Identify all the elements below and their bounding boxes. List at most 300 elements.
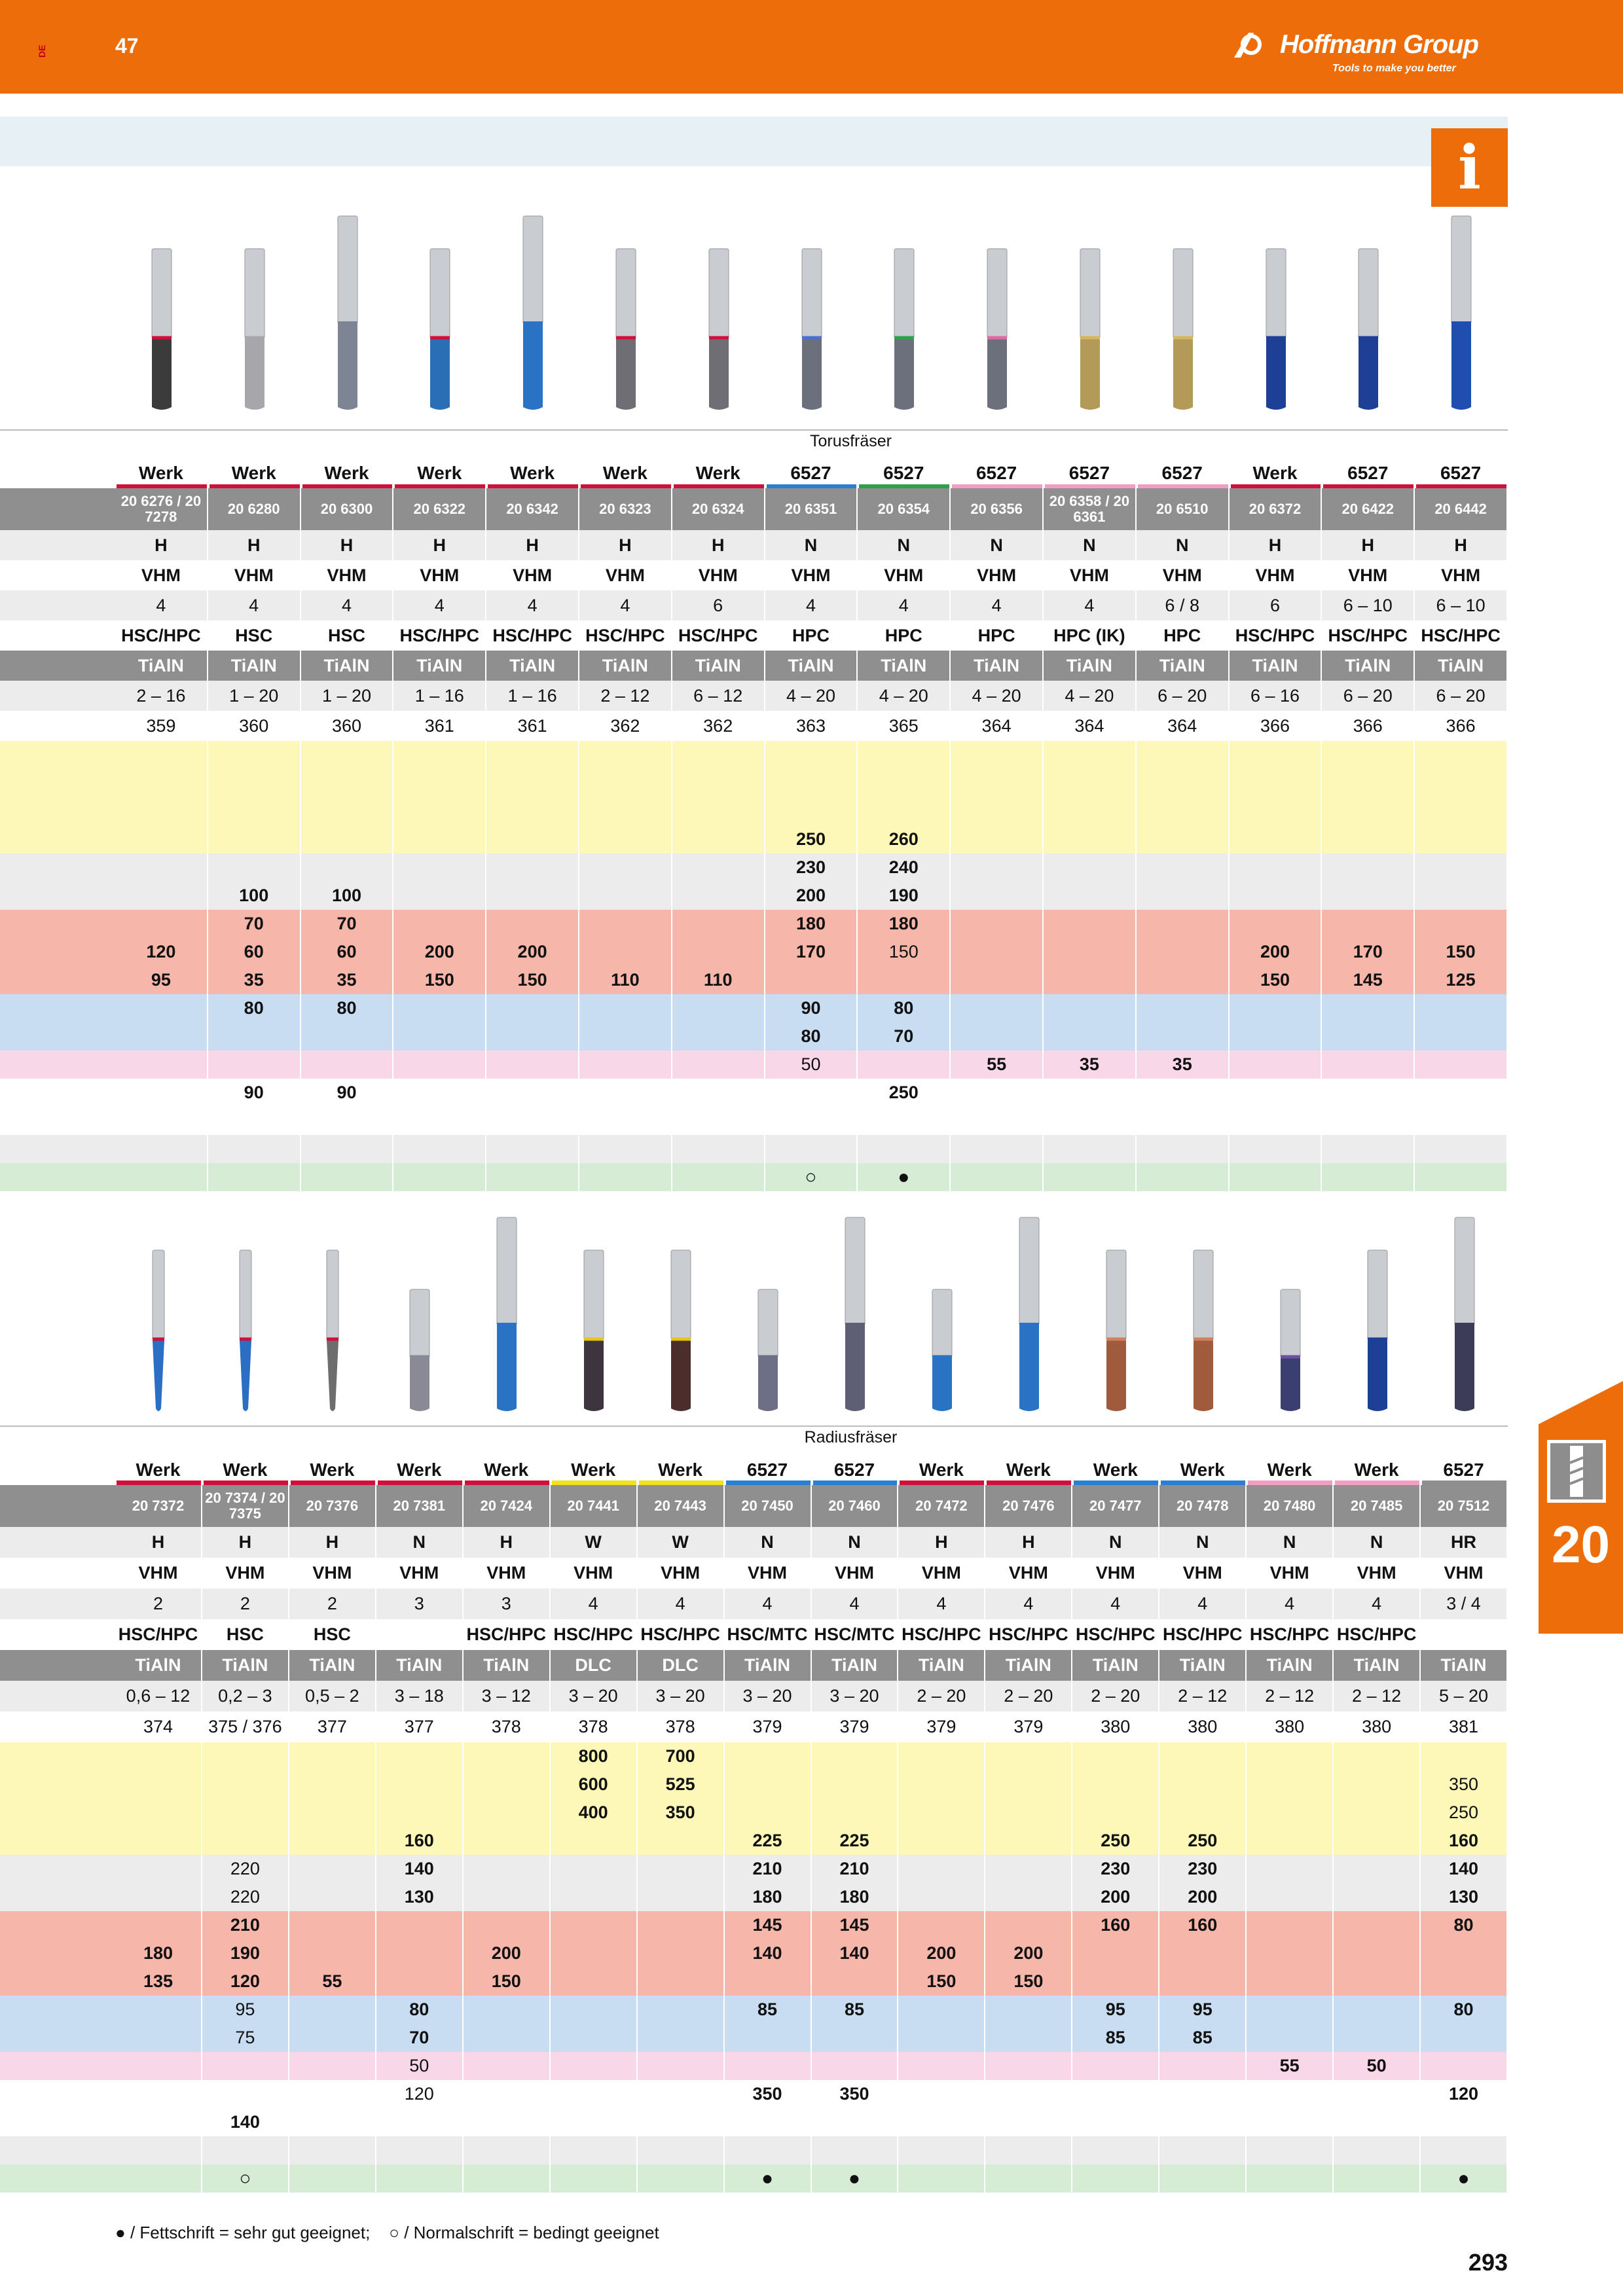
value-cell: 200 [1159, 1883, 1247, 1911]
value-cell: 150 [1415, 938, 1508, 966]
value-cell [115, 1799, 202, 1827]
spec-cell: TiAlN [579, 651, 672, 681]
value-cell [672, 1050, 765, 1079]
value-cell: 80 [765, 1022, 858, 1050]
article-number-link[interactable]: 20 7441 [551, 1485, 638, 1527]
value-cell [1137, 910, 1230, 938]
cutting-value-row [0, 1799, 1508, 1827]
value-cell [1415, 825, 1508, 853]
article-number-link[interactable]: 20 7381 [376, 1485, 464, 1527]
article-number-link[interactable]: 20 6276 / 20 7278 [115, 488, 208, 530]
spec-cell: 1 – 20 [301, 681, 394, 711]
value-cell [898, 2024, 985, 2052]
value-cell [1230, 1050, 1322, 1079]
value-cell: 95 [115, 966, 208, 994]
value-cell [1159, 2136, 1247, 2164]
value-cell [672, 1079, 765, 1107]
value-cell [1137, 1135, 1230, 1163]
value-cell [1247, 1770, 1334, 1799]
value-cell [672, 910, 765, 938]
value-cell [951, 1079, 1044, 1107]
value-cell [393, 769, 486, 797]
spec-cell: H [115, 530, 208, 560]
value-cell [1334, 1996, 1421, 2024]
spec-cell: TiAlN [672, 651, 765, 681]
value-cell [672, 853, 765, 882]
tool-image-207441 [574, 1250, 613, 1414]
value-cell [1044, 994, 1137, 1022]
spec-cell: 4 [858, 590, 951, 620]
value-cell [1247, 2024, 1334, 2052]
spec-cell: HSC/HPC [579, 620, 672, 651]
value-cell [638, 1939, 725, 1967]
value-cell [1230, 1022, 1322, 1050]
spec-cell: H [672, 530, 765, 560]
brand-label: Werk [486, 458, 579, 488]
value-cell [1159, 1799, 1247, 1827]
value-cell [1137, 882, 1230, 910]
value-cell: 95 [1072, 1996, 1159, 2024]
article-number-link[interactable]: 20 6354 [858, 488, 951, 530]
value-cell: 90 [208, 1079, 301, 1107]
value-cell [579, 1135, 672, 1163]
cutting-value-row [0, 938, 1508, 966]
spec-cell: HPC [858, 620, 951, 651]
value-cell [1334, 2164, 1421, 2193]
value-cell: 80 [1421, 1911, 1508, 1939]
value-cell [1044, 797, 1137, 825]
tool-image-207372 [139, 1250, 178, 1414]
article-number-link[interactable]: 20 6280 [208, 488, 301, 530]
value-cell [898, 1827, 985, 1855]
value-cell [464, 1855, 551, 1883]
value-cell [115, 1135, 208, 1163]
article-number-link[interactable]: 20 7485 [1334, 1485, 1421, 1527]
spec-cell: 2 – 12 [1334, 1681, 1421, 1712]
value-cell [486, 741, 579, 769]
article-number-link[interactable]: 20 6356 [951, 488, 1044, 530]
tool-image-207480 [1271, 1289, 1310, 1414]
spec-cell: TiAlN [115, 1650, 202, 1681]
value-cell [208, 825, 301, 853]
value-cell [1159, 2080, 1247, 2108]
value-cell [301, 1107, 394, 1135]
tool-image-207477 [1097, 1250, 1136, 1414]
value-cell [1044, 1022, 1137, 1050]
value-cell [301, 1022, 394, 1050]
spec-cell: VHM [115, 1558, 202, 1588]
spec-cell: 4 [115, 590, 208, 620]
value-cell: 220 [202, 1883, 289, 1911]
spec-cell: H [202, 1527, 289, 1558]
value-cell [486, 1022, 579, 1050]
cutting-value-row [0, 825, 1508, 853]
value-cell [579, 1079, 672, 1107]
value-cell [1137, 853, 1230, 882]
value-cell [1159, 1939, 1247, 1967]
value-cell [464, 1827, 551, 1855]
cutting-value-row [0, 2164, 1508, 2193]
article-number-link[interactable]: 20 7478 [1159, 1485, 1247, 1527]
value-cell [393, 1163, 486, 1191]
value-cell: 250 [1159, 1827, 1247, 1855]
value-cell [951, 1163, 1044, 1191]
cutting-value-row [0, 1742, 1508, 1770]
cutting-value-row [0, 1883, 1508, 1911]
value-cell [985, 2108, 1072, 2136]
page-number: 293 [1468, 2249, 1508, 2276]
value-cell [1137, 938, 1230, 966]
value-cell [393, 910, 486, 938]
value-cell [1322, 825, 1415, 853]
value-cell [1072, 2080, 1159, 2108]
value-cell [1247, 1939, 1334, 1967]
value-cell [115, 1050, 208, 1079]
value-cell [1230, 1107, 1322, 1135]
spec-cell: 4 [1159, 1588, 1247, 1619]
value-cell [951, 882, 1044, 910]
article-number-link[interactable]: 20 6322 [393, 488, 486, 530]
article-number-link[interactable]: 20 6358 / 20 6361 [1044, 488, 1137, 530]
spec-cell: VHM [376, 1558, 464, 1588]
value-cell [1334, 2024, 1421, 2052]
value-cell [1137, 1022, 1230, 1050]
spec-cell: VHM [393, 560, 486, 590]
value-cell [289, 1911, 376, 1939]
article-number-link[interactable]: 20 6372 [1230, 488, 1322, 530]
value-cell [951, 966, 1044, 994]
cutting-value-row [0, 1911, 1508, 1939]
value-cell [579, 1022, 672, 1050]
value-cell [765, 966, 858, 994]
value-cell [376, 1770, 464, 1799]
value-cell [551, 2080, 638, 2108]
value-cell [1072, 1799, 1159, 1827]
value-cell [486, 1107, 579, 1135]
value-cell: 80 [858, 994, 951, 1022]
cutting-value-row [0, 1939, 1508, 1967]
value-cell: 240 [858, 853, 951, 882]
spec-cell: 4 [951, 590, 1044, 620]
spec-cell: N [765, 530, 858, 560]
spec-cell: 2 – 12 [1247, 1681, 1334, 1712]
value-cell [1334, 1911, 1421, 1939]
value-cell [393, 1022, 486, 1050]
article-number-link[interactable]: 20 6442 [1415, 488, 1508, 530]
info-badge[interactable]: i [1431, 128, 1508, 207]
spec-cell: N [858, 530, 951, 560]
tool-image-206351 [792, 249, 831, 412]
value-cell [551, 1827, 638, 1855]
spec-cell: HR [1421, 1527, 1508, 1558]
tool-image-207478 [1184, 1250, 1223, 1414]
value-cell [464, 1770, 551, 1799]
value-cell [208, 1107, 301, 1135]
spec-cell: TiAlN [898, 1650, 985, 1681]
value-cell: 210 [725, 1855, 812, 1883]
value-cell [638, 1911, 725, 1939]
tool-image-206323 [606, 249, 646, 412]
value-cell [858, 797, 951, 825]
value-cell [289, 2052, 376, 2080]
cutting-value-row [0, 2080, 1508, 2108]
value-cell [115, 1996, 202, 2024]
spec-cell: 2 – 20 [985, 1681, 1072, 1712]
spec-cell: VHM [115, 560, 208, 590]
value-cell [1421, 1967, 1508, 1996]
spec-cell: 4 [208, 590, 301, 620]
article-number-link[interactable]: 20 6351 [765, 488, 858, 530]
value-cell [486, 1050, 579, 1079]
value-cell [1247, 1855, 1334, 1883]
value-cell [951, 1022, 1044, 1050]
spec-cell: VHM [1159, 1558, 1247, 1588]
value-cell [1072, 1939, 1159, 1967]
spec-cell: 4 [301, 590, 394, 620]
spec-cell: H [464, 1527, 551, 1558]
value-cell: 700 [638, 1742, 725, 1770]
value-cell [725, 2136, 812, 2164]
value-cell: 50 [1334, 2052, 1421, 2080]
spec-cell: 4 [486, 590, 579, 620]
spec-cell: TiAlN [858, 651, 951, 681]
tool-image-207485 [1358, 1250, 1397, 1414]
value-cell [579, 1107, 672, 1135]
value-cell: 80 [376, 1996, 464, 2024]
spec-cell: VHM [551, 1558, 638, 1588]
article-number-link[interactable]: 20 6324 [672, 488, 765, 530]
value-cell [115, 1022, 208, 1050]
value-cell: 95 [202, 1996, 289, 2024]
value-cell [115, 1827, 202, 1855]
article-number-link[interactable]: 20 6300 [301, 488, 394, 530]
cutting-value-row [0, 1967, 1508, 1996]
value-cell [1230, 882, 1322, 910]
value-cell [301, 741, 394, 769]
suitability-marker-icon: ● [858, 1163, 951, 1191]
tool-image-207443 [661, 1250, 701, 1414]
value-cell: 170 [765, 938, 858, 966]
value-cell [672, 741, 765, 769]
value-cell [1322, 1107, 1415, 1135]
article-number-link[interactable]: 20 7450 [725, 1485, 812, 1527]
value-cell [208, 853, 301, 882]
article-number-link[interactable]: 20 7424 [464, 1485, 551, 1527]
value-cell: 35 [208, 966, 301, 994]
article-number-link[interactable]: 20 7480 [1247, 1485, 1334, 1527]
value-cell [115, 2024, 202, 2052]
value-cell [898, 2108, 985, 2136]
value-cell [672, 938, 765, 966]
article-number-link[interactable]: 20 6510 [1137, 488, 1230, 530]
value-cell [376, 2136, 464, 2164]
article-number-link[interactable]: 20 6342 [486, 488, 579, 530]
value-cell [1322, 994, 1415, 1022]
value-cell: 160 [1421, 1827, 1508, 1855]
value-cell [1230, 994, 1322, 1022]
value-cell [208, 1050, 301, 1079]
value-cell [1415, 797, 1508, 825]
article-number-link[interactable]: 20 7460 [812, 1485, 899, 1527]
value-cell [985, 2164, 1072, 2193]
article-number-link[interactable]: 20 7376 [289, 1485, 376, 1527]
value-cell: 190 [202, 1939, 289, 1967]
value-cell [1421, 2024, 1508, 2052]
value-cell: 210 [202, 1911, 289, 1939]
tool-image-207450 [748, 1289, 788, 1414]
value-cell [486, 1079, 579, 1107]
article-number-link[interactable]: 20 7476 [985, 1485, 1072, 1527]
value-cell [985, 2080, 1072, 2108]
spec-cell: HSC/HPC [1322, 620, 1415, 651]
chapter-number: 20 [1552, 1515, 1610, 1573]
value-cell [551, 1939, 638, 1967]
legend [115, 2223, 659, 2243]
tool-image-207381 [400, 1289, 439, 1414]
spec-cell: 3 [376, 1588, 464, 1619]
spec-cell: 3 – 20 [812, 1681, 899, 1712]
value-cell [464, 1799, 551, 1827]
spec-row [0, 1558, 1508, 1588]
value-cell [765, 1079, 858, 1107]
value-cell [551, 1855, 638, 1883]
value-cell [115, 1107, 208, 1135]
spec-row [0, 560, 1508, 590]
value-cell [638, 2080, 725, 2108]
value-cell [579, 1163, 672, 1191]
brand-label: 6527 [1322, 458, 1415, 488]
spec-cell: VHM [289, 1558, 376, 1588]
value-cell [1072, 1967, 1159, 1996]
spec-cell: VHM [1072, 1558, 1159, 1588]
bold-marker-icon: ● [115, 2223, 126, 2242]
page-top-number: 47 [115, 34, 139, 58]
value-cell [393, 882, 486, 910]
value-cell [393, 825, 486, 853]
value-cell [1322, 741, 1415, 769]
article-number-link[interactable]: 20 7477 [1072, 1485, 1159, 1527]
suitability-marker-icon: ○ [202, 2164, 289, 2193]
spec-row [0, 651, 1508, 681]
article-number-link[interactable]: 20 7374 / 20 7375 [202, 1485, 289, 1527]
value-cell: 35 [1044, 1050, 1137, 1079]
suitability-marker-icon: ● [1421, 2164, 1508, 2193]
value-cell [1322, 853, 1415, 882]
suitability-marker-icon: ○ [765, 1163, 858, 1191]
value-cell: 250 [1072, 1827, 1159, 1855]
spec-cell: TiAlN [1334, 1650, 1421, 1681]
value-cell: 85 [1072, 2024, 1159, 2052]
value-cell [985, 1996, 1072, 2024]
spec-cell: VHM [486, 560, 579, 590]
spec-cell: 4 [1334, 1588, 1421, 1619]
value-cell: 140 [202, 2108, 289, 2136]
spec-cell: H [486, 530, 579, 560]
value-cell [551, 1883, 638, 1911]
value-cell [1421, 1939, 1508, 1967]
value-cell [486, 1135, 579, 1163]
spec-cell: 4 [579, 590, 672, 620]
value-cell [486, 994, 579, 1022]
value-cell [115, 1163, 208, 1191]
spec-cell: 3 / 4 [1421, 1588, 1508, 1619]
spec-cell: 3 – 18 [376, 1681, 464, 1712]
brand-label: Werk [208, 458, 301, 488]
chapter-tab[interactable] [1539, 1381, 1623, 1634]
spec-cell: HSC/HPC [1072, 1619, 1159, 1650]
spec-cell: 4 [1044, 590, 1137, 620]
value-cell [301, 1050, 394, 1079]
tool-image-206322 [420, 249, 460, 412]
spec-cell: HSC [202, 1619, 289, 1650]
value-cell [985, 1855, 1072, 1883]
value-cell [579, 1050, 672, 1079]
value-cell [1137, 1079, 1230, 1107]
spec-cell: VHM [1137, 560, 1230, 590]
spec-cell: 363 [765, 711, 858, 741]
article-number-link[interactable]: 20 7443 [638, 1485, 725, 1527]
brand-label: 6527 [858, 458, 951, 488]
value-cell [812, 1799, 899, 1827]
spec-cell: 6 [672, 590, 765, 620]
value-cell [579, 882, 672, 910]
spec-cell: HSC/HPC [1159, 1619, 1247, 1650]
article-number-link[interactable]: 20 7372 [115, 1485, 202, 1527]
value-cell [1421, 2136, 1508, 2164]
value-cell [858, 966, 951, 994]
spec-cell: 3 [464, 1588, 551, 1619]
value-cell: 350 [638, 1799, 725, 1827]
spec-cell: 6 – 20 [1137, 681, 1230, 711]
value-cell [301, 1135, 394, 1163]
value-cell [464, 1742, 551, 1770]
spec-cell: 2 – 12 [579, 681, 672, 711]
spec-cell: 6 – 10 [1415, 590, 1508, 620]
article-number-link[interactable]: 20 6323 [579, 488, 672, 530]
value-cell [1044, 825, 1137, 853]
spec-cell: TiAlN [1044, 651, 1137, 681]
value-cell [672, 1163, 765, 1191]
value-cell [985, 1770, 1072, 1799]
value-cell: 120 [1421, 2080, 1508, 2108]
value-cell [115, 2136, 202, 2164]
value-cell [1415, 1163, 1508, 1191]
spec-cell: 3 – 20 [551, 1681, 638, 1712]
article-number-link[interactable]: 20 7512 [1421, 1485, 1508, 1527]
value-cell: 250 [765, 825, 858, 853]
value-cell [638, 2108, 725, 2136]
value-cell [486, 1163, 579, 1191]
spec-cell: 2 – 20 [898, 1681, 985, 1712]
tool-image-206356 [977, 249, 1017, 412]
value-cell [289, 2108, 376, 2136]
value-cell [1072, 1770, 1159, 1799]
brand-label: 6527 [1415, 458, 1508, 488]
value-cell [579, 741, 672, 769]
value-cell [672, 994, 765, 1022]
value-cell [951, 853, 1044, 882]
value-cell [1137, 966, 1230, 994]
spec-cell: TiAlN [202, 1650, 289, 1681]
value-cell [1322, 910, 1415, 938]
article-number-link[interactable]: 20 6422 [1322, 488, 1415, 530]
article-number-link[interactable]: 20 7472 [898, 1485, 985, 1527]
value-cell [765, 741, 858, 769]
tool-image-206300 [328, 216, 367, 412]
value-cell [1159, 1742, 1247, 1770]
value-cell [858, 1050, 951, 1079]
spec-cell: 359 [115, 711, 208, 741]
